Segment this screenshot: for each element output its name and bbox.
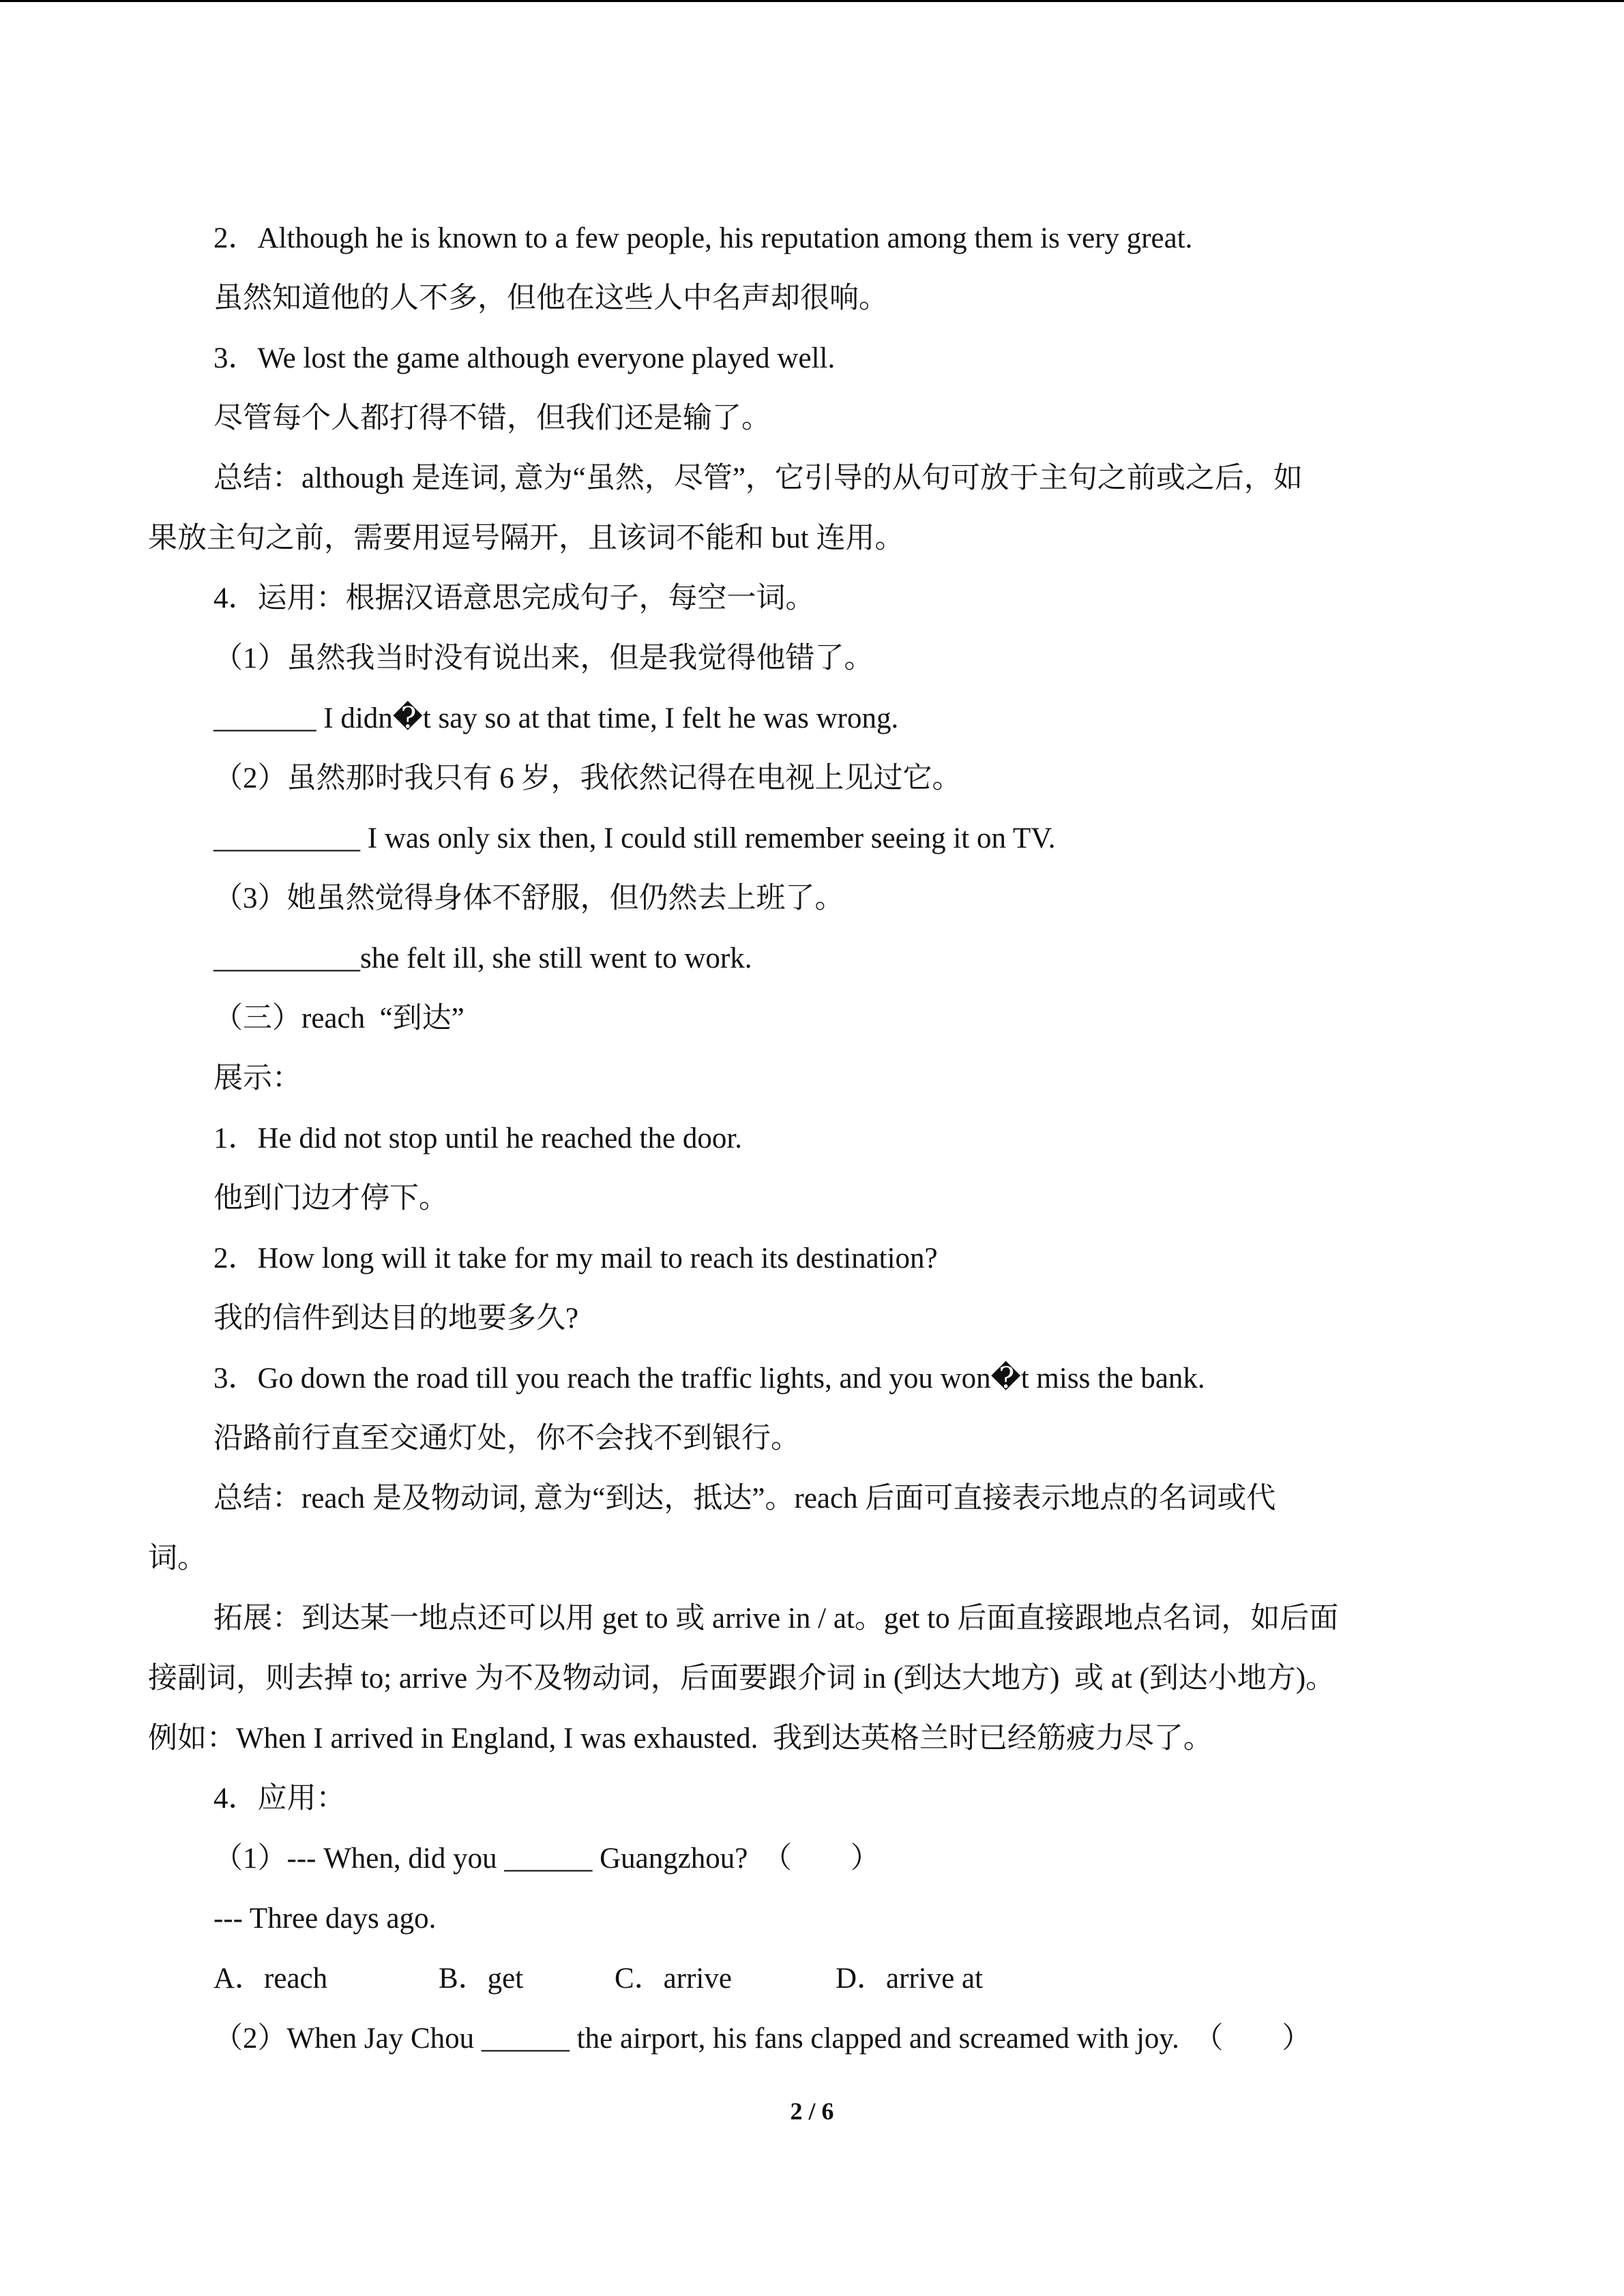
summary-text-continued: 词。 <box>148 1542 207 1575</box>
summary-text: 总结：although 是连词, 意为“虽然，尽管”，它引导的从句可放于主句之前或之后，如 <box>213 462 1303 494</box>
example-sentence: 3．We lost the game although everyone played well. <box>213 342 836 374</box>
example-sentence: 2．How long will it take for my mail to reach its destination? <box>213 1242 938 1274</box>
question-1-answer-line: --- Three days ago. <box>213 1903 437 1935</box>
subsection-label: 展示： <box>213 1062 301 1094</box>
translation: 虽然知道他的人不多，但他在这些人中名声却很响。 <box>213 282 888 314</box>
section-heading: （三）reach “到达” <box>213 1002 464 1034</box>
exercise-prompt: （1）虽然我当时没有说出来，但是我觉得他错了。 <box>213 642 874 674</box>
translation: 沿路前行直至交通灯处，你不会找不到银行。 <box>213 1422 800 1455</box>
exercise-prompt: （2）虽然那时我只有 6 岁，我依然记得在电视上见过它。 <box>213 762 962 794</box>
option-d: D．arrive at <box>836 1963 984 1995</box>
page-number: 2 / 6 <box>790 2098 834 2125</box>
extension-text-continued: 接副词，则去掉 to; arrive 为不及物动词，后面要跟介词 in (到达大地方) 或 at (到达小地方)。 <box>148 1663 1335 1695</box>
example-sentence: 3．Go down the road till you reach the traffic lights, and you won�t miss the bank. <box>213 1362 1205 1395</box>
summary-text-continued: 果放主句之前，需要用逗号隔开，且该词不能和 but 连用。 <box>148 522 904 554</box>
document-body <box>148 209 1478 2069</box>
fill-blank-sentence: __________ I was only six then, I could still remember seeing it on TV. <box>213 822 1056 854</box>
fill-blank-sentence: _______ I didn�t say so at that time, I felt he was wrong. <box>213 702 899 734</box>
answer-options <box>148 1949 1478 2009</box>
top-border <box>0 0 1624 2</box>
option-a: A．reach <box>213 1963 328 1995</box>
translation: 尽管每个人都打得不错，但我们还是输了。 <box>213 402 771 434</box>
translation: 他到门边才停下。 <box>213 1182 448 1214</box>
summary-text: 总结：reach 是及物动词, 意为“到达，抵达”。reach 后面可直接表示地点的名词或代 <box>213 1482 1276 1515</box>
extension-example: 例如：When I arrived in England, I was exhausted. 我到达英格兰时已经筋疲力尽了。 <box>148 1723 1213 1755</box>
exercise-heading: 4．运用：根据汉语意思完成句子，每空一词。 <box>213 582 815 614</box>
question-2: （2）When Jay Chou ______ the airport, his fans clapped and screamed with joy. （ ） <box>213 2023 1312 2055</box>
example-sentence: 2．Although he is known to a few people, his reputation among them is very great. <box>213 222 1193 254</box>
translation: 我的信件到达目的地要多久? <box>213 1302 579 1335</box>
question-1: （1）--- When, did you ______ Guangzhou? （ ） <box>213 1843 880 1875</box>
exercise-prompt: （3）她虽然觉得身体不舒服，但仍然去上班了。 <box>213 882 844 914</box>
exercise-heading: 4．应用： <box>213 1783 346 1815</box>
option-c: C．arrive <box>615 1963 732 1995</box>
fill-blank-sentence: __________she felt ill, she still went to work. <box>213 942 752 974</box>
extension-text: 拓展：到达某一地点还可以用 get to 或 arrive in / at。get to 后面直接跟地点名词，如后面 <box>213 1602 1339 1635</box>
example-sentence: 1．He did not stop until he reached the door. <box>213 1122 743 1154</box>
option-b: B．get <box>439 1963 524 1995</box>
